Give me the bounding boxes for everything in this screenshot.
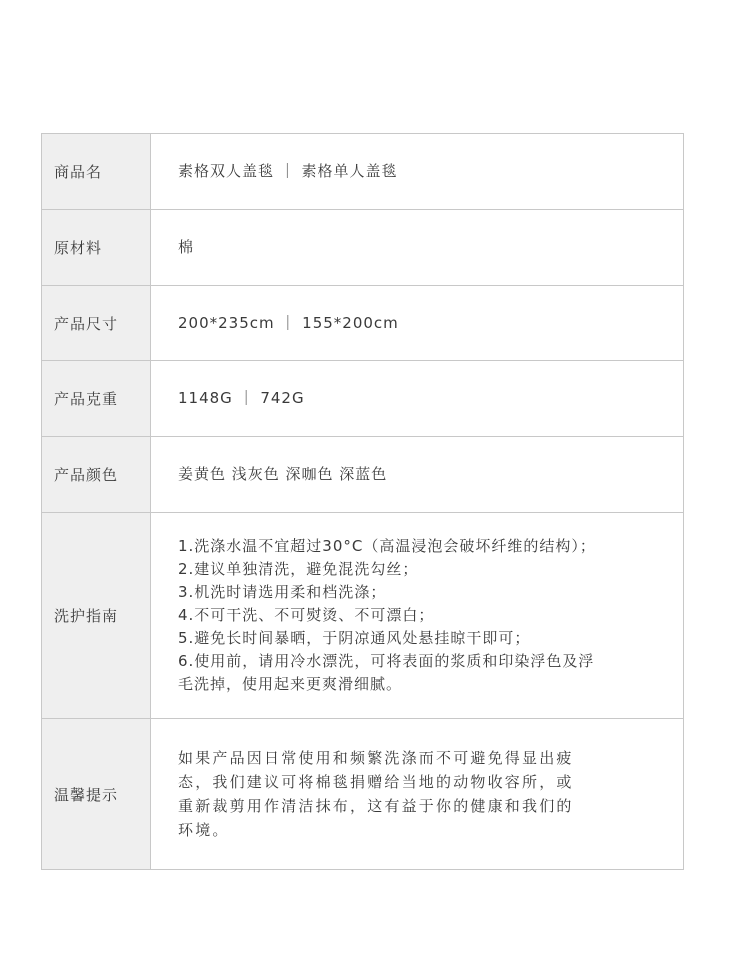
table-row-tips bbox=[42, 719, 684, 870]
value-line: 1.洗涤水温不宜超过30°C（高温浸泡会破坏纤维的结构）； bbox=[178, 537, 596, 555]
value-line: 如果产品因日常使用和频繁洗涤而不可避免得显出疲 bbox=[178, 749, 574, 767]
table-row-product-name bbox=[42, 134, 684, 210]
value-line: 2.建议单独清洗，避免混洗勾丝； bbox=[178, 560, 419, 578]
row-value bbox=[151, 361, 684, 437]
value-line: 毛洗掉，使用起来更爽滑细腻。 bbox=[178, 675, 403, 693]
product-spec-table bbox=[41, 133, 684, 870]
value-line: 重新裁剪用作清洁抹布，这有益于你的健康和我们的 bbox=[178, 797, 574, 815]
row-label: 洗护指南 bbox=[42, 513, 151, 719]
value-line: 环境。 bbox=[178, 821, 230, 839]
table-row-care-guide bbox=[42, 513, 684, 719]
table-row-weight bbox=[42, 361, 684, 437]
value-line: 4.不可干洗、不可熨烫、不可漂白； bbox=[178, 606, 435, 624]
value-line: 200*235cm ｜ 155*200cm bbox=[178, 313, 399, 332]
value-line: 姜黄色 浅灰色 深咖色 深蓝色 bbox=[178, 465, 388, 483]
row-label: 产品克重 bbox=[42, 361, 151, 437]
row-value bbox=[151, 437, 684, 513]
row-label: 商品名 bbox=[42, 134, 151, 210]
value-line: 1148G ｜ 742G bbox=[178, 389, 305, 407]
value-line: 棉 bbox=[178, 238, 195, 256]
value-line: 3.机洗时请选用柔和档洗涤； bbox=[178, 583, 387, 601]
value-line: 5.避免长时间暴晒，于阴凉通风处悬挂晾干即可； bbox=[178, 629, 531, 647]
table-row-material bbox=[42, 210, 684, 286]
table-row-size bbox=[42, 286, 684, 361]
value-line: 6.使用前，请用冷水漂洗，可将表面的浆质和印染浮色及浮 bbox=[178, 652, 595, 670]
row-value bbox=[151, 286, 684, 361]
row-label: 原材料 bbox=[42, 210, 151, 286]
value-line: 素格双人盖毯 ｜ 素格单人盖毯 bbox=[178, 162, 398, 180]
row-value bbox=[151, 513, 684, 719]
table-row-color bbox=[42, 437, 684, 513]
row-value bbox=[151, 134, 684, 210]
value-line: 态，我们建议可将棉毯捐赠给当地的动物收容所，或 bbox=[178, 773, 574, 791]
row-label: 温馨提示 bbox=[42, 719, 151, 870]
row-label: 产品颜色 bbox=[42, 437, 151, 513]
row-value bbox=[151, 210, 684, 286]
row-value bbox=[151, 719, 684, 870]
row-label: 产品尺寸 bbox=[42, 286, 151, 361]
